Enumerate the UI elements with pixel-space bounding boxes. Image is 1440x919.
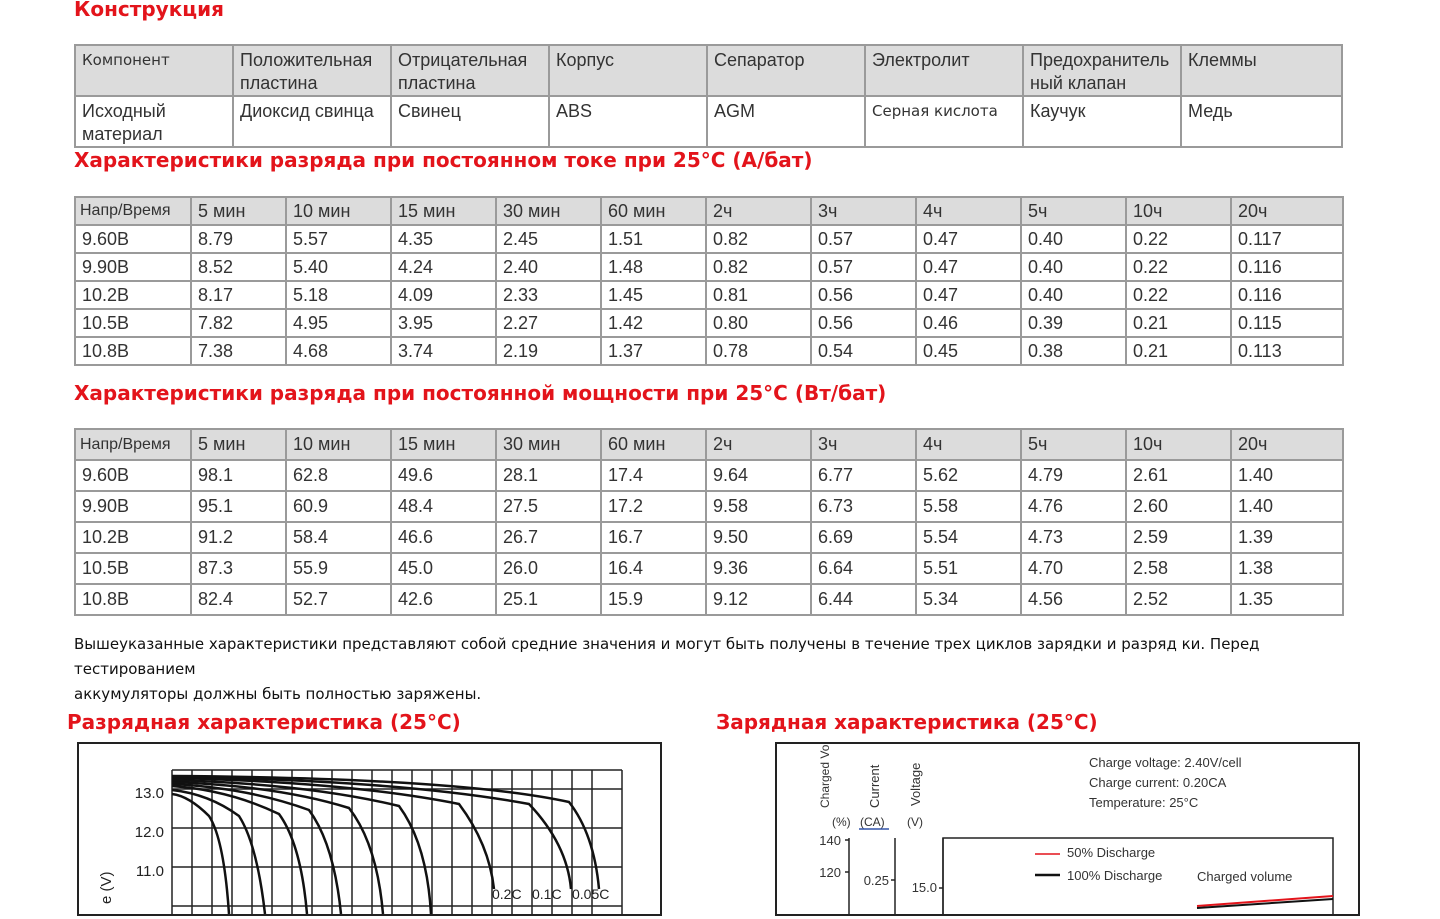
footnote [74, 632, 1374, 707]
value-cell: 0.116 [1231, 281, 1343, 309]
y-tick-label: 12.0 [134, 824, 164, 841]
volume-tick-label: 140 [819, 833, 841, 848]
y-tick-label: 13.0 [134, 785, 164, 802]
construction-title: Конструкция [74, 0, 224, 21]
table-row [75, 309, 1343, 337]
voltage-cell: 10.5В [75, 553, 191, 584]
table-cell: Свинец [391, 96, 549, 147]
header-cell: 5 мин [191, 197, 286, 225]
header-cell: 2ч [706, 429, 811, 460]
value-cell: 3.74 [391, 337, 496, 365]
value-cell: 7.38 [191, 337, 286, 365]
value-cell: 0.46 [916, 309, 1021, 337]
discharge-curve [172, 794, 229, 914]
info-line: Charge voltage: 2.40V/cell [1089, 755, 1242, 770]
value-cell: 5.51 [916, 553, 1021, 584]
value-cell: 0.80 [706, 309, 811, 337]
value-cell: 0.78 [706, 337, 811, 365]
header-cell: 60 мин [601, 197, 706, 225]
value-cell: 2.52 [1126, 584, 1231, 615]
value-cell: 17.4 [601, 460, 706, 491]
voltage-cell: 9.60В [75, 225, 191, 253]
y-axis-label: e (V) [98, 871, 115, 904]
value-cell: 6.73 [811, 491, 916, 522]
value-cell: 0.81 [706, 281, 811, 309]
header-cell: Положительная пластина [233, 45, 391, 96]
value-cell: 1.35 [1231, 584, 1343, 615]
discharge-curve [172, 778, 494, 889]
value-cell: 58.4 [286, 522, 391, 553]
construction-header-row [75, 45, 1342, 96]
value-cell: 5.62 [916, 460, 1021, 491]
table-cell: Серная кислота [865, 96, 1023, 147]
header-cell: Напр/Время [75, 197, 191, 225]
value-cell: 46.6 [391, 522, 496, 553]
voltage-cell: 9.60В [75, 460, 191, 491]
discharge-chart-title: Разрядная характеристика (25°C) [67, 710, 461, 734]
volume-tick-label: 120 [819, 865, 841, 880]
value-cell: 1.48 [601, 253, 706, 281]
current-discharge-table [74, 196, 1344, 366]
value-cell: 5.57 [286, 225, 391, 253]
value-cell: 0.40 [1021, 225, 1126, 253]
header-cell: Компонент [75, 45, 233, 96]
header-cell: 10 мин [286, 197, 391, 225]
header-cell: 30 мин [496, 429, 601, 460]
value-cell: 42.6 [391, 584, 496, 615]
value-cell: 1.37 [601, 337, 706, 365]
value-cell: 60.9 [286, 491, 391, 522]
value-cell: 8.79 [191, 225, 286, 253]
value-cell: 9.36 [706, 553, 811, 584]
value-cell: 0.57 [811, 253, 916, 281]
value-cell: 49.6 [391, 460, 496, 491]
table-cell: Исходный материал [75, 96, 233, 147]
value-cell: 55.9 [286, 553, 391, 584]
curve-label: Charged volume [1197, 869, 1293, 884]
value-cell: 2.19 [496, 337, 601, 365]
value-cell: 87.3 [191, 553, 286, 584]
value-cell: 0.47 [916, 225, 1021, 253]
value-cell: 1.51 [601, 225, 706, 253]
header-cell: 20ч [1231, 197, 1343, 225]
power-table-title: Характеристики разряда при постоянной мощности при 25°C (Вт/бат) [74, 381, 887, 405]
info-line: Charge current: 0.20CA [1089, 775, 1227, 790]
footnote-line-2: аккумуляторы должны быть полностью заряжены. [74, 685, 482, 703]
table-row [75, 553, 1343, 584]
curve-label: 0.05C [572, 886, 610, 902]
value-cell: 5.34 [916, 584, 1021, 615]
value-cell: 3.95 [391, 309, 496, 337]
voltage-cell: 9.90В [75, 491, 191, 522]
value-cell: 1.40 [1231, 491, 1343, 522]
voltage-cell: 9.90В [75, 253, 191, 281]
value-cell: 45.0 [391, 553, 496, 584]
header-cell: 15 мин [391, 429, 496, 460]
value-cell: 1.39 [1231, 522, 1343, 553]
value-cell: 6.77 [811, 460, 916, 491]
current-header-row [75, 197, 1343, 225]
value-cell: 4.76 [1021, 491, 1126, 522]
value-cell: 2.58 [1126, 553, 1231, 584]
value-cell: 9.12 [706, 584, 811, 615]
power-discharge-table [74, 428, 1344, 616]
voltage-cell: 10.8В [75, 584, 191, 615]
value-cell: 0.22 [1126, 225, 1231, 253]
charge-chart-title: Зарядная характеристика (25°C) [716, 710, 1098, 734]
value-cell: 5.54 [916, 522, 1021, 553]
value-cell: 2.45 [496, 225, 601, 253]
table-row [75, 522, 1343, 553]
table-row [75, 491, 1343, 522]
value-cell: 0.56 [811, 309, 916, 337]
value-cell: 9.50 [706, 522, 811, 553]
value-cell: 0.38 [1021, 337, 1126, 365]
table-cell: ABS [549, 96, 707, 147]
table-cell: AGM [707, 96, 865, 147]
header-cell: 5ч [1021, 197, 1126, 225]
table-row [75, 460, 1343, 491]
value-cell: 0.45 [916, 337, 1021, 365]
value-cell: 0.54 [811, 337, 916, 365]
header-cell: Клеммы [1181, 45, 1342, 96]
footnote-line-1: Вышеуказанные характеристики представляют собой средние значения и могут быть получены в течение трех циклов зарядки и разряд ки. Перед тестированием [74, 635, 1260, 678]
value-cell: 16.7 [601, 522, 706, 553]
value-cell: 2.61 [1126, 460, 1231, 491]
unit-voltage: (V) [907, 815, 923, 829]
value-cell: 62.8 [286, 460, 391, 491]
current-table-title: Характеристики разряда при постоянном токе при 25°C (А/бат) [74, 148, 813, 172]
header-cell: 10ч [1126, 197, 1231, 225]
value-cell: 15.9 [601, 584, 706, 615]
value-cell: 1.42 [601, 309, 706, 337]
value-cell: 4.70 [1021, 553, 1126, 584]
axis-title-current: Current [867, 764, 882, 808]
header-cell: 5 мин [191, 429, 286, 460]
value-cell: 4.73 [1021, 522, 1126, 553]
value-cell: 9.64 [706, 460, 811, 491]
value-cell: 0.40 [1021, 281, 1126, 309]
value-cell: 1.45 [601, 281, 706, 309]
value-cell: 28.1 [496, 460, 601, 491]
header-cell: 20ч [1231, 429, 1343, 460]
value-cell: 4.56 [1021, 584, 1126, 615]
header-cell: Сепаратор [707, 45, 865, 96]
value-cell: 4.68 [286, 337, 391, 365]
voltage-cell: 10.2В [75, 281, 191, 309]
header-cell: 10 мин [286, 429, 391, 460]
voltage-tick-label: 15.0 [911, 880, 937, 895]
value-cell: 4.35 [391, 225, 496, 253]
unit-current: (CA) [860, 815, 885, 829]
value-cell: 8.17 [191, 281, 286, 309]
value-cell: 4.95 [286, 309, 391, 337]
table-row [75, 253, 1343, 281]
header-cell: 15 мин [391, 197, 496, 225]
value-cell: 6.69 [811, 522, 916, 553]
value-cell: 6.44 [811, 584, 916, 615]
table-row [75, 281, 1343, 309]
value-cell: 16.4 [601, 553, 706, 584]
value-cell: 82.4 [191, 584, 286, 615]
header-cell: 2ч [706, 197, 811, 225]
table-row [75, 225, 1343, 253]
value-cell: 9.58 [706, 491, 811, 522]
header-cell: 60 мин [601, 429, 706, 460]
value-cell: 8.52 [191, 253, 286, 281]
value-cell: 5.58 [916, 491, 1021, 522]
construction-material-row [75, 96, 1342, 147]
value-cell: 91.2 [191, 522, 286, 553]
value-cell: 98.1 [191, 460, 286, 491]
value-cell: 5.40 [286, 253, 391, 281]
table-row [75, 584, 1343, 615]
value-cell: 5.18 [286, 281, 391, 309]
value-cell: 2.33 [496, 281, 601, 309]
value-cell: 2.60 [1126, 491, 1231, 522]
value-cell: 0.82 [706, 253, 811, 281]
value-cell: 1.40 [1231, 460, 1343, 491]
value-cell: 48.4 [391, 491, 496, 522]
charge-chart [775, 742, 1360, 916]
header-cell: 4ч [916, 429, 1021, 460]
value-cell: 7.82 [191, 309, 286, 337]
header-cell: Отрицательная пластина [391, 45, 549, 96]
value-cell: 4.79 [1021, 460, 1126, 491]
header-cell: 4ч [916, 197, 1021, 225]
table-cell: Каучук [1023, 96, 1181, 147]
header-cell: Предохранитель ный клапан [1023, 45, 1181, 96]
axis-title-volume: Charged Volume [818, 744, 832, 808]
value-cell: 0.47 [916, 281, 1021, 309]
header-cell: 3ч [811, 429, 916, 460]
axis-title-voltage: Voltage [908, 762, 923, 806]
legend-label: 50% Discharge [1067, 845, 1156, 860]
value-cell: 95.1 [191, 491, 286, 522]
value-cell: 0.40 [1021, 253, 1126, 281]
value-cell: 0.117 [1231, 225, 1343, 253]
header-cell: 30 мин [496, 197, 601, 225]
value-cell: 6.64 [811, 553, 916, 584]
value-cell: 1.38 [1231, 553, 1343, 584]
table-row [75, 337, 1343, 365]
value-cell: 0.113 [1231, 337, 1343, 365]
header-cell: Напр/Время [75, 429, 191, 460]
y-tick-label: 11.0 [135, 863, 164, 880]
value-cell: 17.2 [601, 491, 706, 522]
value-cell: 0.56 [811, 281, 916, 309]
value-cell: 2.27 [496, 309, 601, 337]
header-cell: 3ч [811, 197, 916, 225]
voltage-cell: 10.2В [75, 522, 191, 553]
curve-label: 0.2C [492, 886, 522, 902]
legend-label: 100% Discharge [1067, 868, 1163, 883]
value-cell: 26.0 [496, 553, 601, 584]
discharge-curve [172, 790, 265, 914]
discharge-chart-svg [79, 744, 660, 914]
header-cell: Электролит [865, 45, 1023, 96]
header-cell: 10ч [1126, 429, 1231, 460]
header-cell: Корпус [549, 45, 707, 96]
value-cell: 0.47 [916, 253, 1021, 281]
discharge-chart [77, 742, 662, 916]
value-cell: 26.7 [496, 522, 601, 553]
value-cell: 2.59 [1126, 522, 1231, 553]
value-cell: 0.21 [1126, 337, 1231, 365]
value-cell: 0.57 [811, 225, 916, 253]
value-cell: 2.40 [496, 253, 601, 281]
value-cell: 4.09 [391, 281, 496, 309]
value-cell: 0.82 [706, 225, 811, 253]
construction-table [74, 44, 1343, 148]
voltage-cell: 10.8В [75, 337, 191, 365]
value-cell: 27.5 [496, 491, 601, 522]
value-cell: 25.1 [496, 584, 601, 615]
curve-label: 0.1C [532, 886, 562, 902]
table-cell: Диоксид свинца [233, 96, 391, 147]
value-cell: 0.22 [1126, 281, 1231, 309]
unit-volume: (%) [832, 815, 851, 829]
header-cell: 5ч [1021, 429, 1126, 460]
value-cell: 4.24 [391, 253, 496, 281]
info-line: Temperature: 25°C [1089, 795, 1199, 810]
value-cell: 0.21 [1126, 309, 1231, 337]
value-cell: 52.7 [286, 584, 391, 615]
table-cell: Медь [1181, 96, 1342, 147]
value-cell: 0.22 [1126, 253, 1231, 281]
value-cell: 0.39 [1021, 309, 1126, 337]
power-header-row [75, 429, 1343, 460]
current-tick-label: 0.25 [863, 873, 889, 888]
value-cell: 0.115 [1231, 309, 1343, 337]
value-cell: 0.116 [1231, 253, 1343, 281]
charge-chart-svg [777, 744, 1358, 914]
voltage-cell: 10.5В [75, 309, 191, 337]
